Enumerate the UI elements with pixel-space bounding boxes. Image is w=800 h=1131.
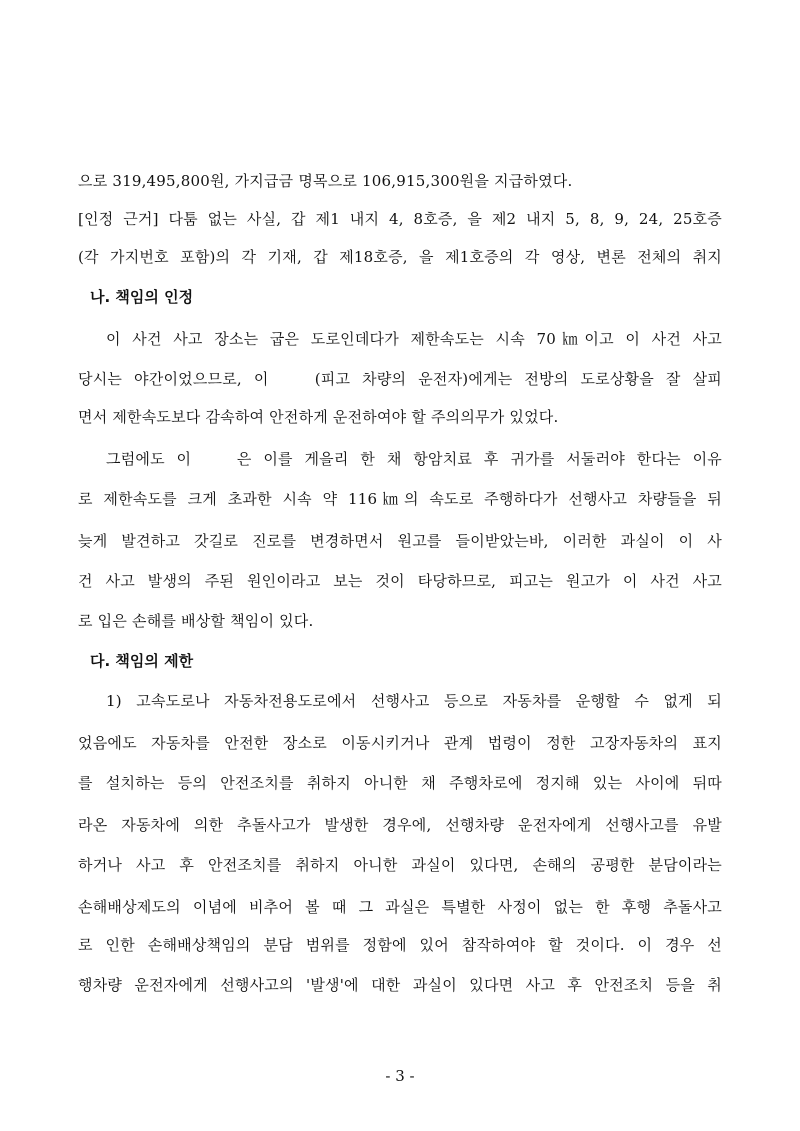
section-heading-da: 다. 책임의 제한 bbox=[90, 652, 194, 670]
paragraph-line: 었음에도 자동차를 안전한 장소로 이동시키거나 관계 법령이 정한 고장자동차의 표지 bbox=[78, 734, 722, 752]
paragraph-line: 하거나 사고 후 안전조치를 취하지 아니한 과실이 있다면, 손해의 공평한 분담이라는 bbox=[78, 856, 722, 874]
paragraph-line: 손해배상제도의 이념에 비추어 볼 때 그 과실은 특별한 사정이 없는 한 후행 추돌사고 bbox=[78, 898, 722, 916]
paragraph-line: (각 가지번호 포함)의 각 기재, 갑 제18호증, 을 제1호증의 각 영상, 변론 전체의 취지 bbox=[78, 248, 722, 266]
paragraph-line: 를 설치하는 등의 안전조치를 취하지 아니한 채 주행차로에 정지해 있는 사이에 뒤따 bbox=[78, 774, 722, 792]
paragraph-line: 로 인한 손해배상책임의 분담 범위를 정함에 있어 참작하여야 할 것이다. 이 경우 선 bbox=[78, 936, 722, 954]
paragraph-line: 당시는 야간이었으므로, 이 (피고 차량의 운전자)에게는 전방의 도로상황을 잘 살피 bbox=[78, 370, 722, 388]
paragraph-line: 그럼에도 이 은 이를 게을리 한 채 항암치료 후 귀가를 서둘러야 한다는 이유 bbox=[106, 450, 722, 468]
paragraph-line: 1) 고속도로나 자동차전용도로에서 선행사고 등으로 자동차를 운행할 수 없게 되 bbox=[106, 692, 722, 710]
paragraph-line: 행차량 운전자에게 선행사고의 '발생'에 대한 과실이 있다면 사고 후 안전조치 등을 취 bbox=[78, 976, 722, 994]
paragraph-line: 늦게 발견하고 갓길로 진로를 변경하면서 원고를 들이받았는바, 이러한 과실이 이 사 bbox=[78, 532, 722, 550]
paragraph-line: 으로 319,495,800원, 가지급금 명목으로 106,915,300원을 지급하였다. bbox=[78, 172, 573, 190]
paragraph-line: 로 입은 손해를 배상할 책임이 있다. bbox=[78, 612, 314, 630]
paragraph-line: 로 제한속도를 크게 초과한 시속 약 116㎞의 속도로 주행하다가 선행사고 차량들을 뒤 bbox=[78, 490, 722, 508]
paragraph-line: [인정 근거] 다툼 없는 사실, 갑 제1 내지 4, 8호증, 을 제2 내지 5, 8, 9, 24, 25호증 bbox=[78, 210, 722, 228]
paragraph-line: 면서 제한속도보다 감속하여 안전하게 운전하여야 할 주의의무가 있었다. bbox=[78, 408, 559, 426]
paragraph-line: 건 사고 발생의 주된 원인이라고 보는 것이 타당하므로, 피고는 원고가 이 사건 사고 bbox=[78, 572, 722, 590]
paragraph-line: 이 사건 사고 장소는 굽은 도로인데다가 제한속도는 시속 70㎞이고 이 사건 사고 bbox=[106, 330, 722, 348]
section-heading-na: 나. 책임의 인정 bbox=[90, 288, 194, 306]
paragraph-line: 라온 자동차에 의한 추돌사고가 발생한 경우에, 선행차량 운전자에게 선행사고를 유발 bbox=[78, 816, 722, 834]
page-number: - 3 - bbox=[385, 1067, 415, 1085]
